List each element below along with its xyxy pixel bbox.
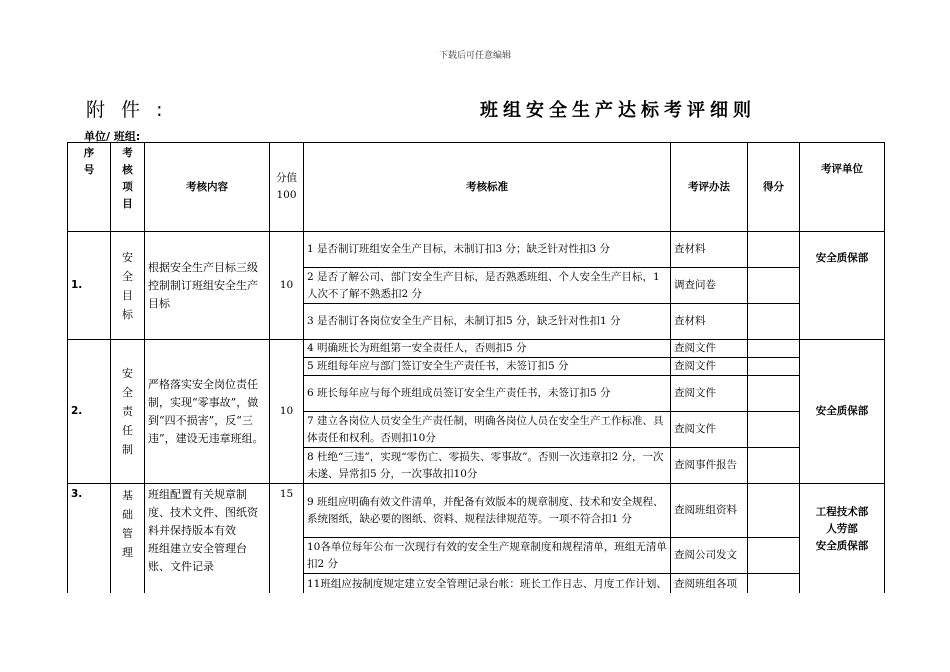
header-row [68, 143, 885, 232]
header-score: 分值100 [270, 143, 304, 232]
standard-cell: 1 是否制订班组安全生产目标，未制订扣3 分；缺乏针对性扣3 分 [304, 232, 671, 268]
standard-cell: 9 班组应明确有效文件清单，并配备有效版本的规章制度、技术和安全规程、系统图纸，缺必要的图纸、资料、规程法律规范等。一项不符合扣1 分 [304, 484, 671, 538]
standard-cell: 8 杜绝“三违”，实现“零伤亡、零损失、零事故”。否则一次违章扣2 分，一次未遂、异常扣5 分，一次事故扣10分 [304, 448, 671, 484]
table-row [68, 340, 885, 358]
method-cell: 查材料 [671, 304, 748, 340]
points-cell [748, 376, 800, 412]
attachment-label: 附 件 : [86, 99, 168, 121]
dept-line: 安全质保部 [815, 540, 869, 552]
content-line: 班组配置有关规章制度、技术文件、图纸资料并保持版本有效 [148, 488, 258, 537]
standard-cell: 7 建立各岗位人员安全生产责任制，明确各岗位人员在安全生产工作标准、具体责任和权利。否则扣10分 [304, 412, 671, 448]
method-cell: 查阅文件 [671, 358, 748, 376]
points-cell [748, 358, 800, 376]
header-standard: 考核标准 [304, 143, 671, 232]
method-cell: 查材料 [671, 232, 748, 268]
watermark-text: 下载后可任意编辑 [438, 51, 511, 61]
method-cell: 查阅班组各项 [671, 574, 748, 617]
method-cell: 查阅公司发文 [671, 538, 748, 574]
method-cell: 查阅班组资料 [671, 484, 748, 538]
points-cell [748, 538, 800, 574]
standard-cell: 3 是否制订各岗位安全生产目标，未制订扣5 分，缺乏针对性扣1 分 [304, 304, 671, 340]
table-row [68, 484, 885, 538]
points-cell [748, 340, 800, 358]
group-dept: 安全质保部 [800, 340, 885, 484]
points-cell [748, 232, 800, 268]
group-score: 10 [270, 232, 304, 340]
header-seq: 序号 [68, 143, 111, 232]
group-dept: 安全质保部 [800, 232, 885, 340]
group-number: 3. [68, 484, 111, 617]
page-bottom-margin [0, 593, 950, 672]
method-cell: 查阅事件报告 [671, 448, 748, 484]
standard-cell: 10各单位每年公布一次现行有效的安全生产规章制度和规程清单，班组无清单扣2 分 [304, 538, 671, 574]
group-score: 15 [270, 484, 304, 617]
group-number: 2. [68, 340, 111, 484]
standard-cell: 11班组应按制度规定建立安全管理记录台帐：班长工作日志、月度工作计划、 [304, 574, 671, 617]
group-score: 10 [270, 340, 304, 484]
method-cell: 查阅文件 [671, 412, 748, 448]
points-cell [748, 268, 800, 304]
points-cell [748, 448, 800, 484]
table-row [68, 232, 885, 268]
standard-cell: 5 班组每年应与部门签订安全生产责任书，未签订扣5 分 [304, 358, 671, 376]
group-item: 安全责任制 [111, 340, 145, 484]
method-cell: 调查问卷 [671, 268, 748, 304]
content-line: 班组建立安全管理台账、文件记录 [148, 542, 247, 573]
header-points: 得分 [748, 143, 800, 232]
header-dept: 考评单位 [800, 143, 885, 232]
group-content: 根据安全生产目标三级控制制订班组安全生产目标 [145, 232, 270, 340]
evaluation-table [67, 142, 885, 617]
points-cell [748, 412, 800, 448]
header-item: 考核项目 [111, 143, 145, 232]
method-cell: 查阅文件 [671, 376, 748, 412]
unit-label: 单位/ 班组: [84, 130, 141, 143]
points-cell [748, 304, 800, 340]
group-item: 安全目标 [111, 232, 145, 340]
standard-cell: 4 明确班长为班组第一安全责任人，否则扣5 分 [304, 340, 671, 358]
group-content: 严格落实安全岗位责任制，实现“零事故”，做到“四不损害”，反“三违”，建设无违章班组。 [145, 340, 270, 484]
page-title: 班组安全生产达标考评细则 [480, 100, 756, 121]
standard-cell: 6 班长每年应与每个班组成员签订安全生产责任书，未签订扣5 分 [304, 376, 671, 412]
group-number: 1. [68, 232, 111, 340]
group-item: 基础管理 [111, 484, 145, 617]
method-cell: 查阅文件 [671, 340, 748, 358]
points-cell [748, 484, 800, 538]
standard-cell: 2 是否了解公司、部门安全生产目标，是否熟悉班组、个人安全生产目标，1 人次不了解不熟悉扣2 分 [304, 268, 671, 304]
dept-line: 人劳部 [826, 523, 858, 535]
dept-line: 工程技术部 [815, 506, 869, 518]
header-method: 考评办法 [671, 143, 748, 232]
header-content: 考核内容 [145, 143, 270, 232]
